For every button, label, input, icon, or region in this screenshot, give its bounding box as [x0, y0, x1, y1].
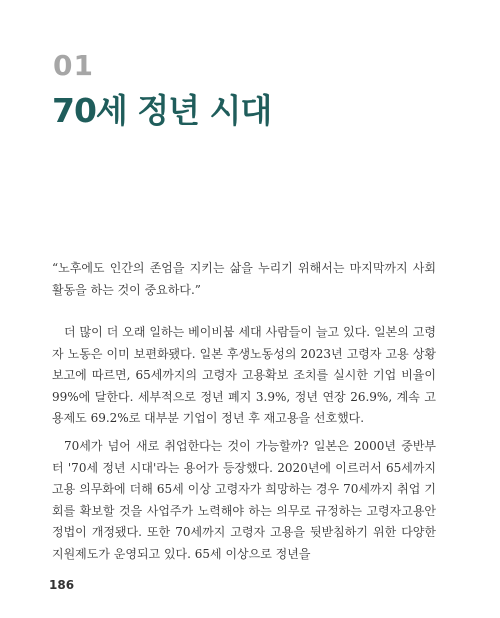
page-number: 186: [49, 578, 75, 592]
epigraph-quote: “노후에도 인간의 존엄을 지키는 삶을 누리기 위해서는 마지막까지 사회활동을 하는 것이 중요하다.”: [52, 261, 436, 297]
chapter-title: 70세 정년 시대: [52, 91, 272, 130]
chapter-number: 01: [53, 49, 94, 82]
body-paragraph-2: 70세가 넘어 새로 취업한다는 것이 가능할까? 일본은 2000년 중반부터 '70세 정년 시대'라는 용어가 등장했다. 2020년에 이르러서 65세까지 고용 의무화에 더해 65세 이상 고령자가 희망하는 경우 70세까지 취업 기회를 확보할 것을 사업주가 노력해야 하는 의무로 규정하는 고령자고용안정법이 개정됐다. 또한 70세까지 고령자 고용을 뒷받침하기 위한 다양한 지원제도가 운영되고 있다. 65세 이상으로 정년을: [52, 439, 436, 561]
body-paragraph-1: 더 많이 더 오래 일하는 베이비붐 세대 사람들이 늘고 있다. 일본의 고령자 노동은 이미 보편화됐다. 일본 후생노동성의 2023년 고령자 고용 상황 보고에 따르면, 65세까지의 고령자 고용확보 조치를 실시한 기업 비율이 99%에 달한다. 세부적으로 정년 폐지 3.9%, 정년 연장 26.9%, 계속 고용제도 69.2%로 대부분 기업이 정년 후 재고용을 선호했다.: [52, 325, 436, 425]
